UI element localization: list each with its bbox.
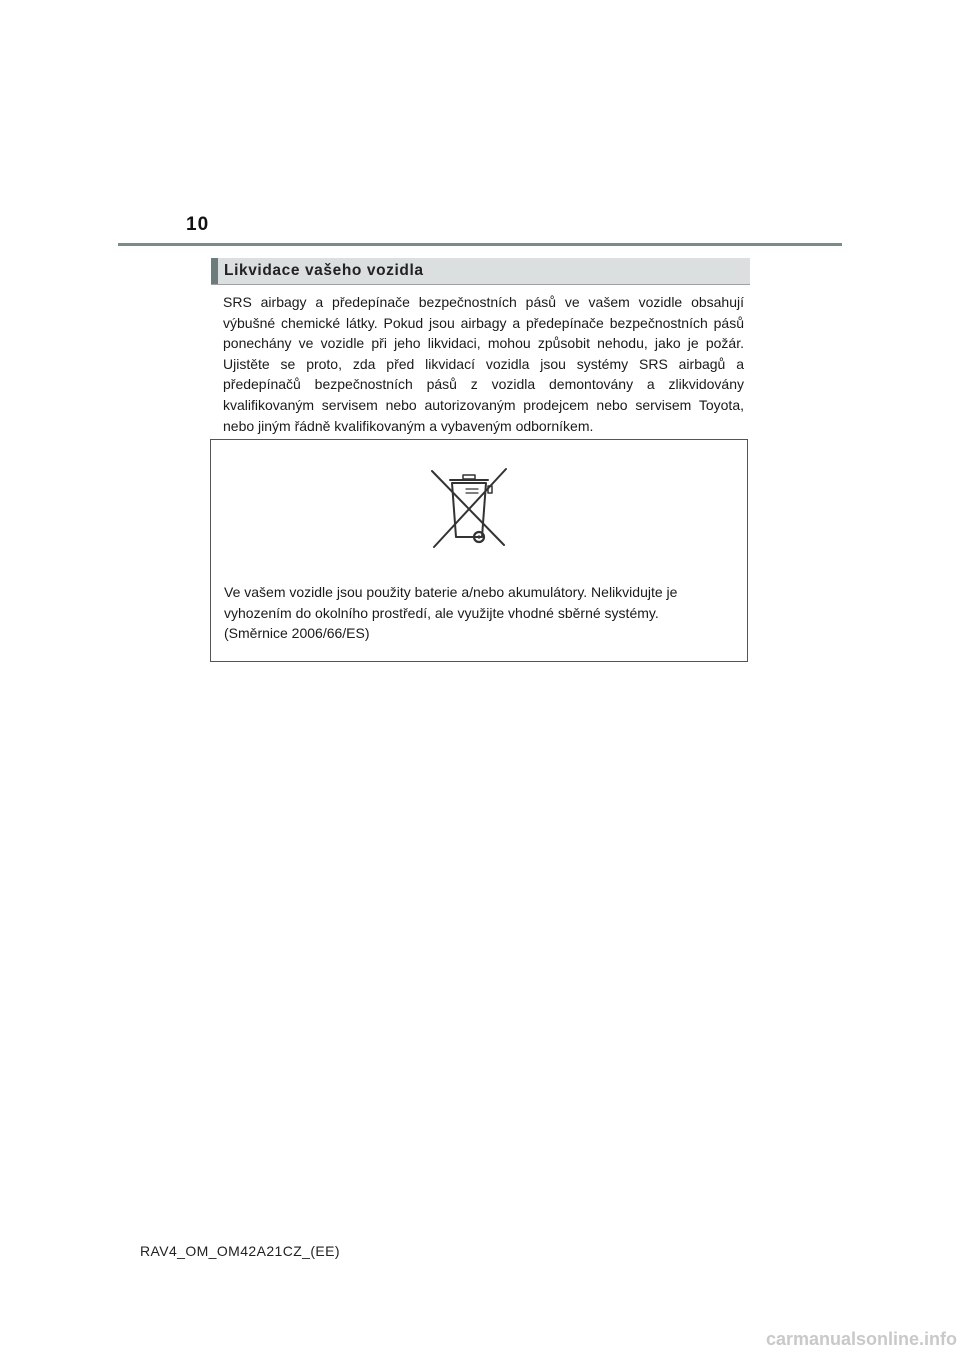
document-code-footer: RAV4_OM_OM42A21CZ_(EE) xyxy=(140,1243,340,1259)
page-number: 10 xyxy=(186,214,210,235)
crossed-out-wheelie-bin-icon xyxy=(428,467,510,549)
notice-line: vyhozením do okolního prostředí, ale využijte vhodné sběrné systémy. xyxy=(224,604,659,621)
section-header xyxy=(211,258,750,285)
section-title: Likvidace vašeho vozidla xyxy=(224,262,424,279)
top-rule-divider xyxy=(118,243,842,246)
battery-disposal-notice-box xyxy=(210,439,748,662)
section-header-accent-bar xyxy=(211,258,218,284)
notice-line: (Směrnice 2006/66/ES) xyxy=(224,625,370,641)
section-body-text: SRS airbagy a předepínače bezpečnostních pásů ve vašem vozidle obsahují výbušné chemické látky. Pokud jsou airbagy a předepínače bezpečnostních pásů ponechány ve vozidle při jeho likvidaci, mohou způsobit nehodu, jako je požár. Ujistěte se proto, zda před likvidací vozidla jsou systémy SRS airbagů a předepínačů bezpečnostních pásů z vozidla demontovány a zlikvidovány kvalifikovaným servisem nebo autorizovaným prodejcem nebo servisem Toyota, nebo jiným řádně kvalifikovaným a vybaveným odborníkem. xyxy=(223,294,744,434)
notice-text xyxy=(224,582,736,644)
site-watermark: carmanualsonline.info xyxy=(766,1329,958,1349)
notice-line: Ve vašem vozidle jsou použity baterie a/nebo akumulátory. Nelikvidujte je xyxy=(224,584,678,600)
